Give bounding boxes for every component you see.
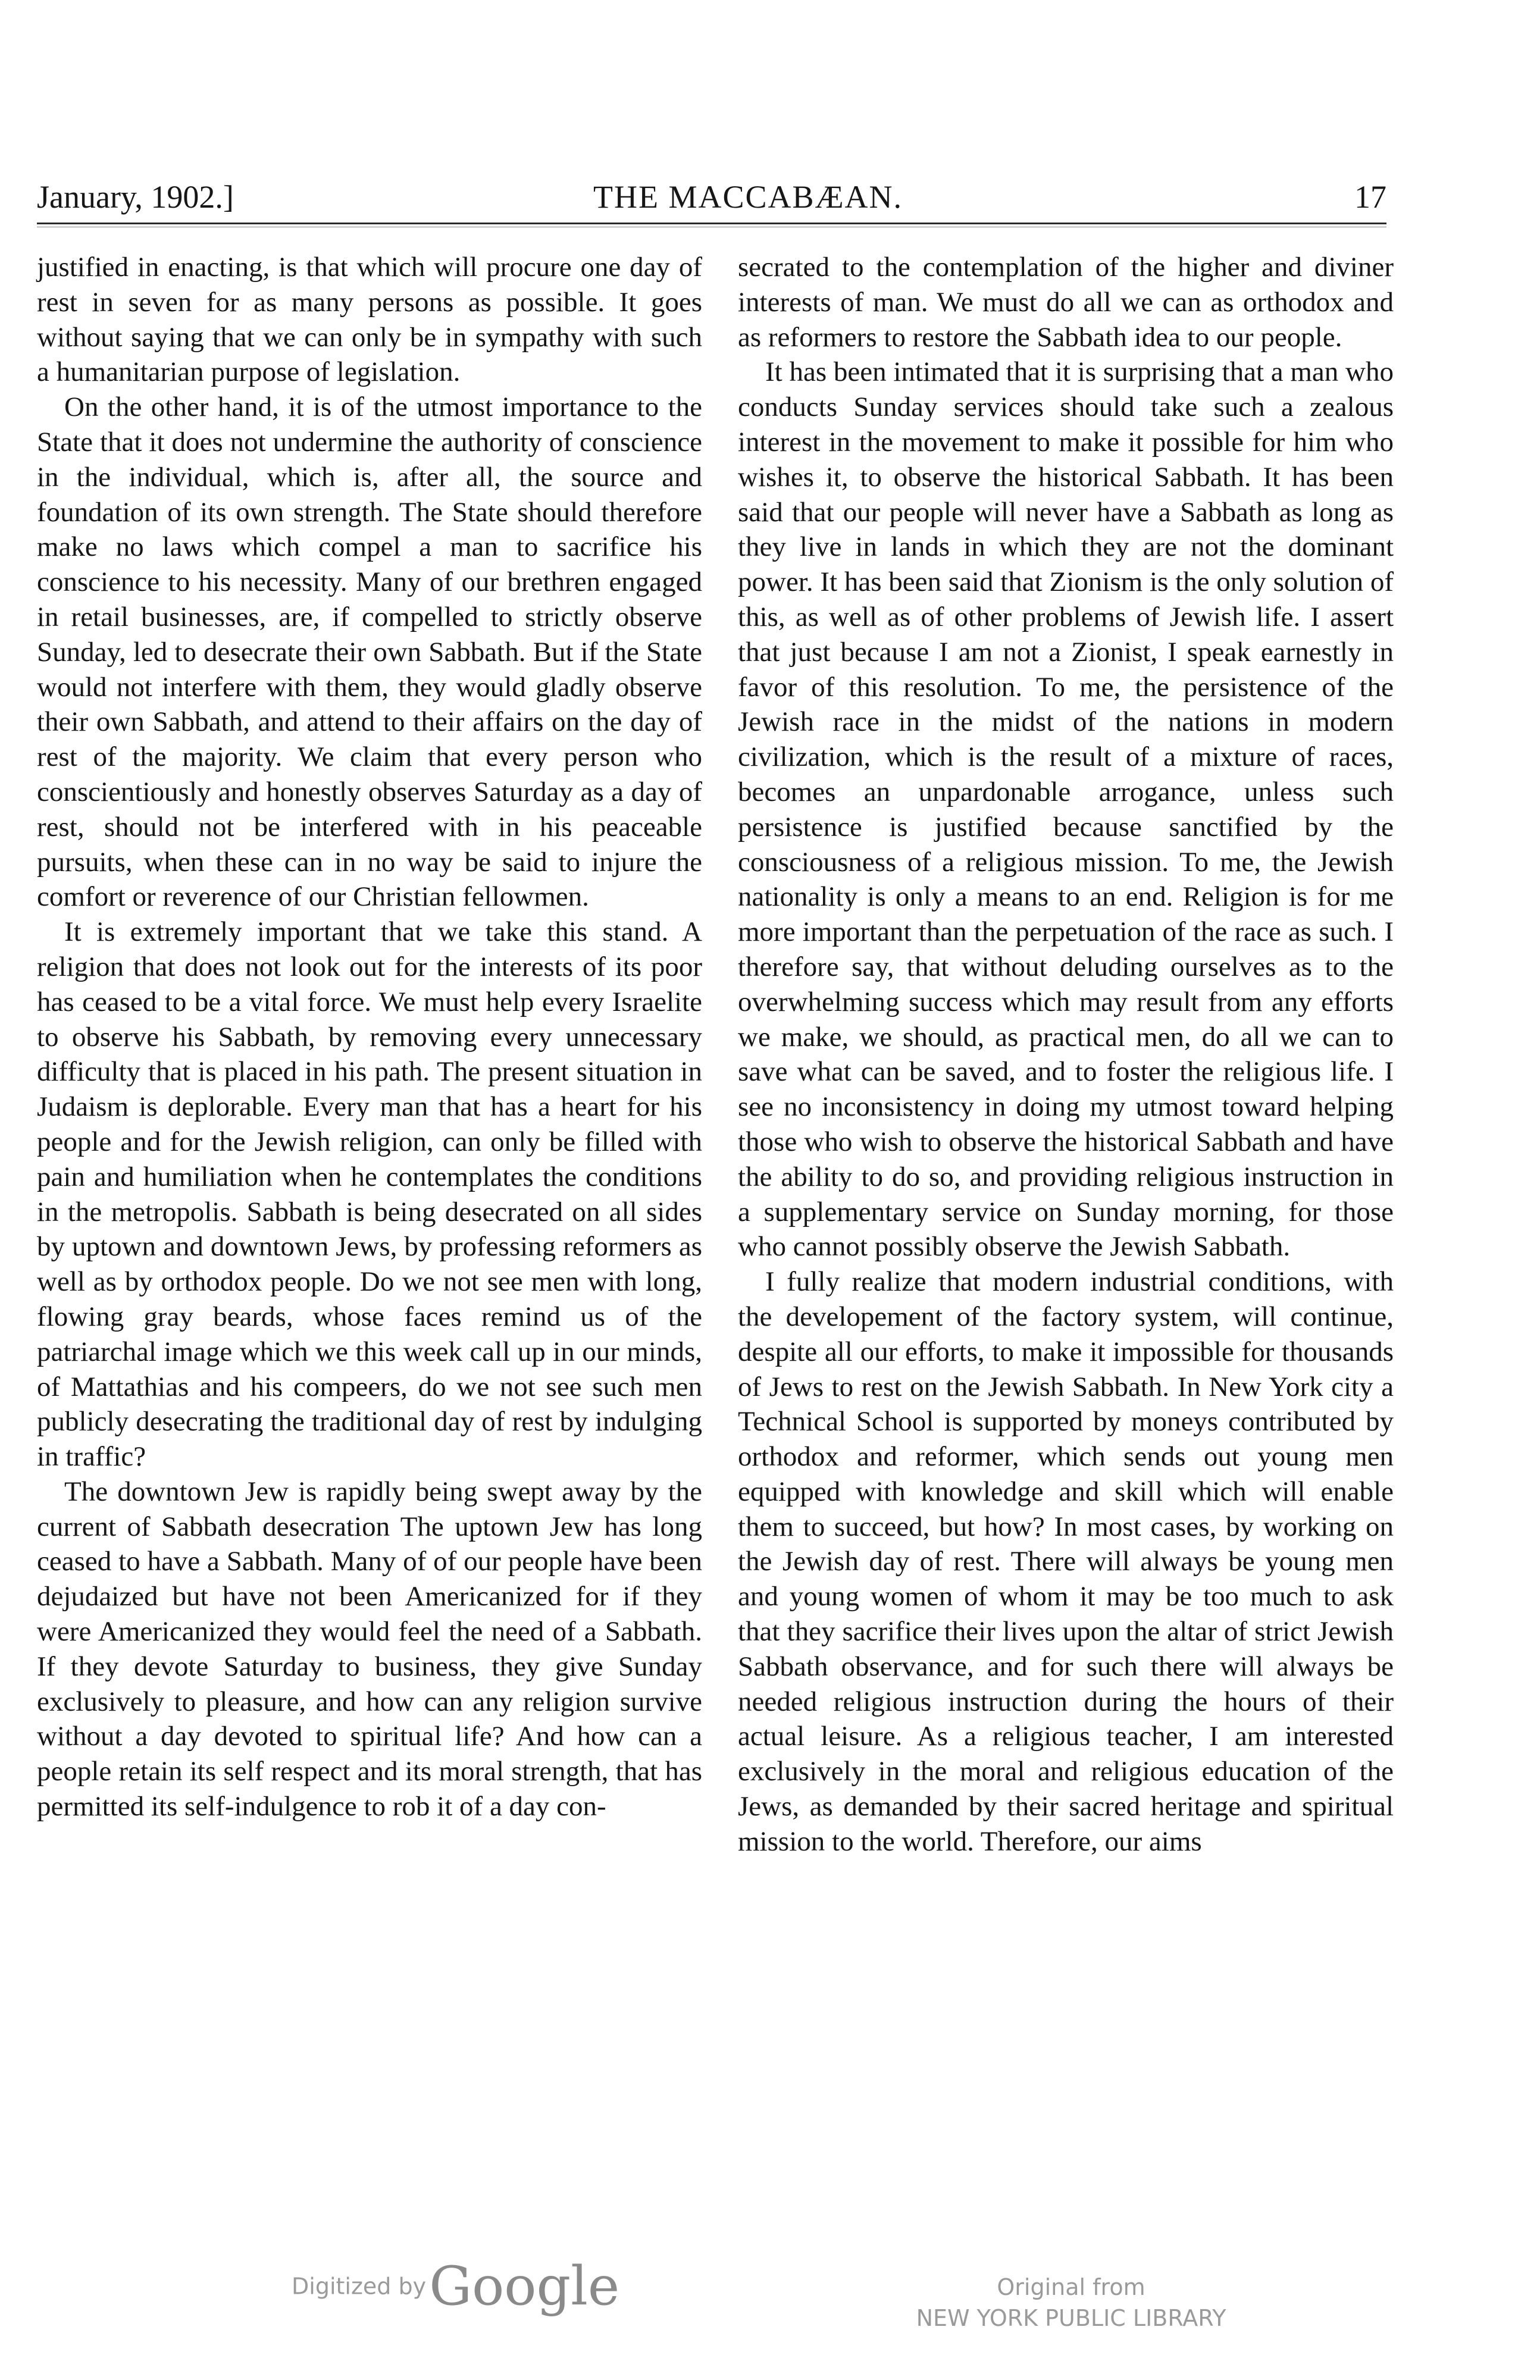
header-rule bbox=[37, 223, 1386, 224]
paragraph: The downtown Jew is rapidly being swept away by the current of Sabbath desecration The uptown Jew has long ceased to have a Sabbath. Many of of our people have been dejudaized but have not been Americanized for if they were Americanized they would feel the need of a Sabbath. If they devote Saturday to business, they give Sunday exclusively to pleasure, and how can any religion survive without a day devoted to spiritual life? And how can a people retain its self respect and its moral strength, that has permitted its self-indulgence to rob it of a day con- bbox=[37, 1476, 702, 1822]
google-logo: Google bbox=[429, 2255, 620, 2318]
paragraph: On the other hand, it is of the utmost importance to the State that it does not undermine the authority of conscience in the individual, which is, after all, the source and foundation of its own strength. The State should therefore make no laws which compel a man to sacrifice his conscience to his necessity. Many of our brethren engaged in retail businesses, are, if compelled to strictly observe Sunday, led to desecrate their own Sabbath. But if the State would not interfere with them, they would gladly observe their own Sabbath, and attend to their affairs on the day of rest of the majority. We claim that every person who conscientiously and honestly observes Saturday as a day of rest, should not be interfered with in his peaceable pursuits, when these can in no way be said to injure the comfort or reverence of our Christian fellowmen. bbox=[37, 392, 702, 913]
original-source bbox=[893, 2272, 1250, 2334]
right-column bbox=[738, 250, 1394, 1859]
original-from-label: Original from bbox=[997, 2274, 1145, 2300]
digitized-by-google bbox=[292, 2255, 619, 2318]
issue-date: January, 1902.] bbox=[37, 179, 234, 215]
paragraph: I fully realize that modern industrial conditions, with the developement of the factory system, will continue, despite all our efforts, to make it impossible for thousands of Jews to rest on the Jewish Sabbath. In New York city a Technical School is supported by moneys contributed by orthodox and reformer, which sends out young men equipped with knowledge and skill which will enable them to succeed, but how? In most cases, by working on the Jewish day of rest. There will always be young men and young women of whom it may be too much to ask that they sacrifice their lives upon the altar of strict Jewish Sabbath observance, and for such there will always be needed religious instruction during the hours of their actual leisure. As a religious teacher, I am interested exclusively in the moral and religious education of the Jews, as demanded by their sacred heritage and spiritual mission to the world. Therefore, our aims bbox=[738, 1266, 1394, 1857]
paragraph: secrated to the contemplation of the higher and diviner interests of man. We must do all we can as orthodox and as reformers to restore the Sabbath idea to our people. bbox=[738, 252, 1394, 353]
paragraph: justified in enacting, is that which will procure one day of rest in seven for as many persons as possible. It goes without saying that we can only be in sympathy with such a humanitarian purpose of legislation. bbox=[37, 252, 702, 388]
masthead-title: THE MACCABÆAN. bbox=[593, 179, 903, 215]
running-header bbox=[37, 176, 1386, 218]
digitized-by-label: Digitized by bbox=[292, 2273, 427, 2300]
left-column bbox=[37, 250, 702, 1824]
paragraph: It has been intimated that it is surprising that a man who conducts Sunday services should take such a zealous interest in the movement to make it possible for him who wishes it, to observe the historical Sabbath. It has been said that our people will never have a Sabbath as long as they live in lands in which they are not the dominant power. It has been said that Zionism is the only solution of this, as well as of other problems of Jewish life. I assert that just because I am not a Zionist, I speak earnestly in favor of this resolution. To me, the persistence of the Jewish race in the midst of the nations in modern civilization, which is the result of a mixture of races, becomes an unpardonable arrogance, unless such persistence is justified because sanctified by the consciousness of a religious mission. To me, the Jewish nationality is only a means to an end. Religion is for me more important than the perpetuation of the race as such. I therefore say, that without deluding ourselves as to the overwhelming success which may result from any efforts we make, we should, as practical men, do all we can to save what can be saved, and to foster the religious life. I see no inconsistency in doing my utmost toward helping those who wish to observe the historical Sabbath and have the ability to do so, and providing religious instruction in a supplementary service on Sunday morning, for those who cannot possibly observe the Jewish Sabbath. bbox=[738, 356, 1394, 1263]
library-name: NEW YORK PUBLIC LIBRARY bbox=[916, 2305, 1226, 2331]
paragraph: It is extremely important that we take this stand. A religion that does not look out for the interests of its poor has ceased to be a vital force. We must help every Israelite to observe his Sabbath, by removing every unnecessary difficulty that is placed in his path. The present situation in Judaism is deplorable. Every man that has a heart for his people and for the Jewish religion, can only be filled with pain and humiliation when he contemplates the conditions in the metropolis. Sabbath is being desecrated on all sides by uptown and downtown Jews, by professing reformers as well as by orthodox people. Do we not see men with long, flowing gray beards, whose faces remind us of the patriarchal image which we this week call up in our minds, of Mattathias and his compeers, do we not see such men publicly desecrating the traditional day of rest by indulging in traffic? bbox=[37, 916, 702, 1473]
page-number: 17 bbox=[1354, 179, 1386, 215]
